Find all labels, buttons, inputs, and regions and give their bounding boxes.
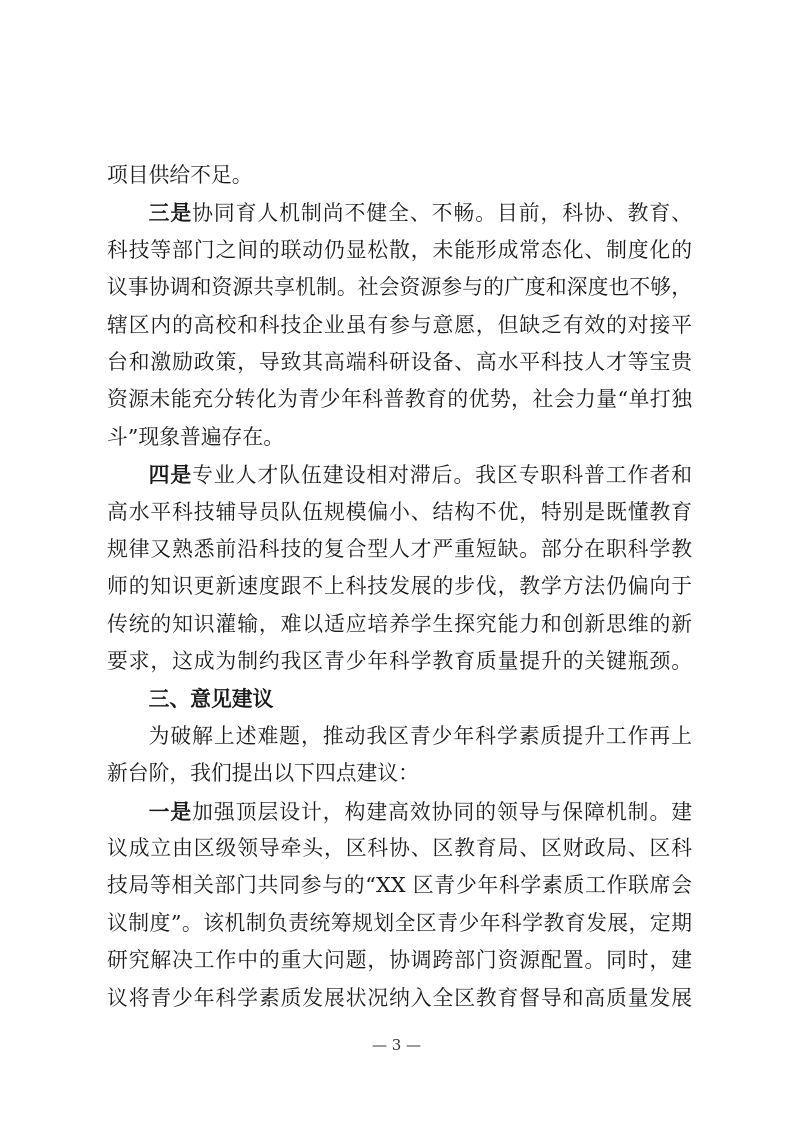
- page-number: — 3 —: [371, 1036, 422, 1054]
- text-line: [107, 942, 692, 979]
- line-text: 议将青少年科学素质发展状况纳入全区教育督导和高质量发展: [107, 985, 692, 1010]
- line-text: 协同育人机制尚不健全、不畅。目前，科协、教育、: [192, 201, 693, 226]
- paragraph-lead: 三是: [148, 200, 193, 226]
- line-text: 项目供给不足。: [107, 163, 253, 187]
- line-text: 加强顶层设计，构建高效协同的领导与保障机制。建: [192, 799, 693, 824]
- paragraph-lead: 四是: [148, 462, 193, 488]
- text-line: [107, 643, 692, 680]
- line-text: 师的知识更新速度跟不上科技发展的步伐，教学方法仍偏向于: [107, 574, 692, 599]
- line-text: 规律又熟悉前沿科技的复合型人才严重短缺。部分在职科学教: [107, 536, 692, 561]
- line-text: 要求，这成为制约我区青少年科学教育质量提升的关键瓶颈。: [107, 649, 692, 674]
- text-line: [107, 905, 692, 942]
- line-text: 新台阶，我们提出以下四点建议：: [107, 761, 419, 786]
- text-line: [107, 307, 692, 344]
- text-line: [107, 980, 692, 1017]
- line-text: 资源未能充分转化为青少年科普教育的优势，社会力量“单打独: [107, 387, 692, 412]
- line-text: 科技等部门之间的联动仍显松散，未能形成常态化、制度化的: [107, 237, 692, 262]
- line-text: 为破解上述难题，推动我区青少年科学素质提升工作再上: [148, 723, 692, 748]
- text-line: [107, 232, 692, 269]
- text-line: [107, 793, 692, 830]
- line-text: 高水平科技辅导员队伍规模偏小、结构不优，特别是既懂教育: [107, 499, 692, 524]
- section-heading: [107, 680, 692, 717]
- text-line: [107, 867, 692, 904]
- line-text: 议成立由区级领导牵头，区科协、区教育局、区财政局、区科: [107, 836, 692, 861]
- text-line: [107, 830, 692, 867]
- text-line: [107, 344, 692, 381]
- paragraph-lead: 一是: [148, 798, 193, 824]
- text-line: [107, 606, 692, 643]
- line-text: 专业人才队伍建设相对滞后。我区专职科普工作者和: [192, 463, 693, 488]
- text-line: [107, 456, 692, 493]
- text-line: [107, 381, 692, 418]
- text-line: [107, 194, 692, 231]
- text-line: [107, 718, 692, 755]
- line-text: 技局等相关部门共同参与的“XX 区青少年科学素质工作联席会: [107, 873, 692, 898]
- line-text: 台和激励政策，导致其高端科研设备、高水平科技人才等宝贵: [107, 349, 692, 374]
- line-text: 辖区内的高校和科技企业虽有参与意愿，但缺乏有效的对接平: [107, 312, 692, 337]
- line-text: 传统的知识灌输，难以适应培养学生探究能力和创新思维的新: [107, 611, 692, 636]
- line-text: 研究解决工作中的重大问题，协调跨部门资源配置。同时，建: [107, 948, 692, 973]
- text-line: [107, 269, 692, 306]
- document-body: [107, 157, 692, 1017]
- text-line: [107, 568, 692, 605]
- text-line: [107, 755, 692, 792]
- line-text: 议事协调和资源共享机制。社会资源参与的广度和深度也不够，: [107, 275, 692, 300]
- line-text: 斗”现象普遍存在。: [107, 424, 285, 449]
- line-text: 议制度”。该机制负责统筹规划全区青少年科学教育发展，定期: [107, 910, 692, 935]
- line-text: 三、意见建议: [148, 686, 274, 712]
- text-line: [107, 494, 692, 531]
- text-line: [107, 157, 692, 194]
- text-line: [107, 531, 692, 568]
- text-line: [107, 419, 692, 456]
